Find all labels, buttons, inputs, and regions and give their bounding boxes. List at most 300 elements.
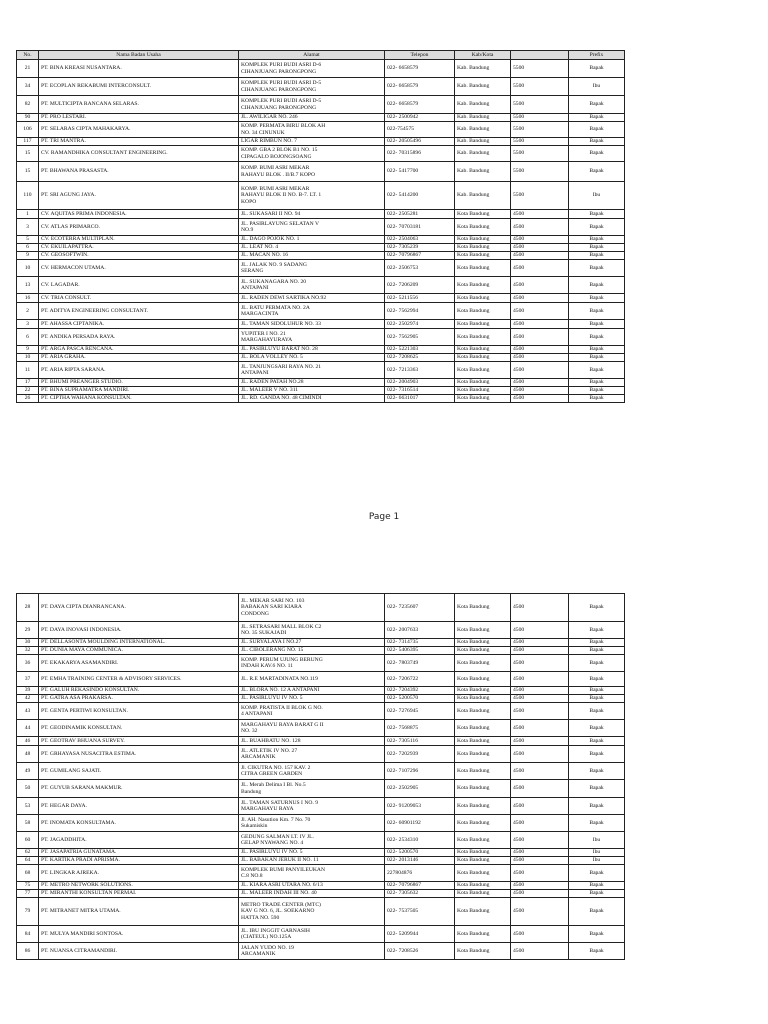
cell-address: LIGAR RIMBUN NO. 7 [239, 138, 385, 146]
cell-code: 4500 [511, 857, 569, 865]
cell-city: Kab. Bandung [455, 138, 511, 146]
cell-phone: 022- 2502974 [385, 320, 455, 329]
table-row [17, 146, 625, 162]
cell-city: Kota Bandung [455, 210, 511, 219]
cell-city: Kota Bandung [455, 622, 511, 639]
cell-phone: 022- 91209053 [385, 798, 455, 815]
cell-address: KOMP. PERMATA BIRU BLOK AH NO. 34 CINUNUK [239, 122, 385, 138]
cell-code: 4500 [511, 379, 569, 387]
cell-name: CV. HERMACON UTAMA. [39, 260, 239, 277]
cell-city: Kota Bandung [455, 815, 511, 832]
cell-address: KOMP. PRATISTA II BLOK G NO. 4 ANTAPANI [239, 703, 385, 720]
table-row [17, 672, 625, 687]
cell-address: JL. RD. GANDA NO. 48 CIMINDI [239, 395, 385, 403]
cell-prefix: Bapak [569, 277, 625, 294]
cell-no: 32 [17, 647, 39, 655]
cell-address: JL. MALEER V NO. 311 [239, 387, 385, 395]
cell-prefix: Bapak [569, 594, 625, 622]
cell-code: 4500 [511, 236, 569, 244]
cell-name: PT. ANDIKA PERSADA RAYA. [39, 329, 239, 346]
cell-phone: 022- 5414200 [385, 182, 455, 210]
cell-no: 60 [17, 832, 39, 849]
table-row [17, 354, 625, 362]
cell-no: 36 [17, 655, 39, 672]
cell-city: Kota Bandung [455, 798, 511, 815]
cell-city: Kab. Bandung [455, 60, 511, 78]
cell-no: 77 [17, 890, 39, 898]
table-row [17, 647, 625, 655]
cell-city: Kota Bandung [455, 695, 511, 703]
cell-name: PT. JASAPATRIA GUNATAMA. [39, 849, 239, 857]
cell-phone: 022- 2534310 [385, 832, 455, 849]
table-row [17, 346, 625, 354]
cell-name: PT. GATRA ASA PRAKARSA. [39, 695, 239, 703]
cell-code: 5500 [511, 78, 569, 96]
cell-city: Kota Bandung [455, 277, 511, 294]
header-phone: Telepon [385, 51, 455, 60]
cell-no: 64 [17, 857, 39, 865]
cell-city: Kota Bandung [455, 362, 511, 379]
cell-no: 22 [17, 387, 39, 395]
cell-code: 4500 [511, 763, 569, 780]
cell-code: 4500 [511, 594, 569, 622]
cell-name: CV. LAGADAR. [39, 277, 239, 294]
table-row [17, 162, 625, 182]
cell-code: 4500 [511, 890, 569, 898]
cell-name: PT. MULTICIPTA RANCANA SELARAS. [39, 96, 239, 114]
cell-address: JL. MALEER INDAH III NO. 40 [239, 890, 385, 898]
table-row [17, 639, 625, 647]
cell-address: KOMP. BUMI ASRI MEKAR RAHAYU BLOK II NO. B-7. LT. 1 KOPO [239, 182, 385, 210]
header-address: Alamat [239, 51, 385, 60]
cell-prefix: Bapak [569, 354, 625, 362]
cell-name: PT. ARGA PASCA RENCANA. [39, 346, 239, 354]
cell-address: JL. BATU PERMATA NO. 2A MARGACINTA [239, 303, 385, 320]
cell-prefix: Bapak [569, 320, 625, 329]
cell-code: 5500 [511, 138, 569, 146]
cell-code: 4500 [511, 362, 569, 379]
cell-no: 68 [17, 865, 39, 882]
cell-prefix: Bapak [569, 695, 625, 703]
cell-city: Kota Bandung [455, 260, 511, 277]
cell-code: 5500 [511, 96, 569, 114]
cell-no: 10 [17, 354, 39, 362]
cell-prefix: Bapak [569, 146, 625, 162]
cell-phone: 022- 7206722 [385, 672, 455, 687]
cell-phone: 227804876 [385, 865, 455, 882]
cell-prefix: Bapak [569, 362, 625, 379]
cell-phone: 022- 7276945 [385, 703, 455, 720]
cell-phone: 022- 7208526 [385, 943, 455, 960]
cell-name: PT. ARIA RIPTA SARANA. [39, 362, 239, 379]
cell-name: PT. HEGAR DAYA. [39, 798, 239, 815]
cell-phone: 022- 20505496 [385, 138, 455, 146]
cell-prefix: Bapak [569, 260, 625, 277]
cell-prefix: Bapak [569, 687, 625, 695]
cell-address: KOMPLEK PURI BUDI ASRI D-5 CIHANJUANG PARONGPONG [239, 78, 385, 96]
cell-prefix: Ibu [569, 832, 625, 849]
cell-address: JL. ATLETIK IV NO. 27 ARCAMANIK [239, 746, 385, 763]
table-row [17, 737, 625, 746]
cell-phone: 022- 6658579 [385, 60, 455, 78]
cell-address: KOMPLEK PURI BUDI ASRI D-6 CIHANJUANG PARONGPONG [239, 60, 385, 78]
cell-code: 5500 [511, 162, 569, 182]
cell-city: Kota Bandung [455, 687, 511, 695]
table-row [17, 720, 625, 737]
table-row [17, 890, 625, 898]
cell-name: CV. GEOSOFTWIN. [39, 252, 239, 260]
table-row [17, 687, 625, 695]
cell-name: PT. ADITYA ENGINEERING CONSULTANT. [39, 303, 239, 320]
cell-no: 5 [17, 236, 39, 244]
cell-code: 4500 [511, 943, 569, 960]
cell-city: Kota Bandung [455, 720, 511, 737]
cell-no: 84 [17, 926, 39, 943]
cell-phone: 022- 60901192 [385, 815, 455, 832]
table-row [17, 926, 625, 943]
cell-phone: 022- 5417700 [385, 162, 455, 182]
cell-phone: 022- 2013146 [385, 857, 455, 865]
cell-prefix: Bapak [569, 746, 625, 763]
cell-phone: 022- 5211556 [385, 294, 455, 303]
company-table-page-1 [16, 50, 625, 403]
cell-prefix: Bapak [569, 210, 625, 219]
cell-city: Kota Bandung [455, 354, 511, 362]
table-row [17, 898, 625, 926]
cell-code: 5500 [511, 60, 569, 78]
cell-code: 4500 [511, 780, 569, 798]
table-row [17, 320, 625, 329]
cell-name: PT. CIPTHA WAHANA KONSULTAN. [39, 395, 239, 403]
cell-prefix: Bapak [569, 720, 625, 737]
cell-phone: 022- 7803749 [385, 655, 455, 672]
table-row [17, 260, 625, 277]
cell-code: 4500 [511, 387, 569, 395]
table-row [17, 329, 625, 346]
table-row [17, 832, 625, 849]
cell-name: PT. PRO LESTARI. [39, 114, 239, 122]
cell-no: 9 [17, 346, 39, 354]
cell-code: 4500 [511, 926, 569, 943]
cell-phone: 022- 5406395 [385, 647, 455, 655]
table-row [17, 122, 625, 138]
cell-prefix: Bapak [569, 219, 625, 236]
cell-address: JL. BOLA VOLLEY NO. 5 [239, 354, 385, 362]
cell-phone: 022- 2007633 [385, 622, 455, 639]
cell-address: JL. JALAK NO. 9 SADANG SERANG [239, 260, 385, 277]
cell-phone: 022- 7568875 [385, 720, 455, 737]
table-row [17, 252, 625, 260]
table-row [17, 865, 625, 882]
cell-address: METRO TRADE CENTER (MTC) KAV G NO. 6, JL. SOEKARNO HATTA NO. 590 [239, 898, 385, 926]
cell-address: KOMPLEK BUMI PANYILEUKAN C.8 NO.8 [239, 865, 385, 882]
table-row [17, 695, 625, 703]
cell-phone: 022- 6658579 [385, 78, 455, 96]
cell-address: JL. RADEN DEWI SARTIKA NO.92 [239, 294, 385, 303]
cell-address: JL. SETRASARI MALL BLOK C2 NO. 35 SUKAJADI [239, 622, 385, 639]
cell-prefix: Bapak [569, 672, 625, 687]
cell-no: 34 [17, 78, 39, 96]
cell-no: 42 [17, 695, 39, 703]
cell-code: 5500 [511, 114, 569, 122]
cell-phone: 022- 2502905 [385, 780, 455, 798]
cell-code: 4500 [511, 329, 569, 346]
cell-address: JL. BABAKAN JERUK II NO. 11 [239, 857, 385, 865]
cell-city: Kota Bandung [455, 395, 511, 403]
table-row [17, 294, 625, 303]
cell-city: Kota Bandung [455, 898, 511, 926]
cell-no: 3 [17, 320, 39, 329]
cell-name: PT. JAGADDHITA. [39, 832, 239, 849]
cell-code: 4500 [511, 882, 569, 890]
cell-code: 4500 [511, 244, 569, 252]
cell-phone: 022- 7202939 [385, 746, 455, 763]
cell-no: 3 [17, 219, 39, 236]
table-row [17, 114, 625, 122]
table-header-row [17, 51, 625, 60]
table-row [17, 210, 625, 219]
cell-prefix: Bapak [569, 943, 625, 960]
cell-address: JL. MACAN NO. 16 [239, 252, 385, 260]
cell-prefix: Bapak [569, 890, 625, 898]
cell-phone: 022- 7314735 [385, 639, 455, 647]
cell-code: 4500 [511, 354, 569, 362]
cell-name: PT. AHASSA CIPTANIKA. [39, 320, 239, 329]
cell-phone: 022- 7305632 [385, 890, 455, 898]
header-city: Kab/Kota [455, 51, 511, 60]
table-row [17, 219, 625, 236]
cell-code: 4500 [511, 737, 569, 746]
cell-name: PT. INOMATA KONSULTAMA. [39, 815, 239, 832]
cell-name: PT. ECOPLAN REKABUMI INTERCONSULT. [39, 78, 239, 96]
cell-prefix: Bapak [569, 926, 625, 943]
cell-phone: 022- 6658579 [385, 96, 455, 114]
cell-name: PT. SRI AGUNG JAYA. [39, 182, 239, 210]
table-row [17, 594, 625, 622]
cell-name: PT. ARIA GRAHA. [39, 354, 239, 362]
cell-phone: 022- 7206209 [385, 277, 455, 294]
cell-no: 29 [17, 622, 39, 639]
cell-prefix: Bapak [569, 639, 625, 647]
cell-city: Kota Bandung [455, 294, 511, 303]
cell-address: JL. PASIRLUYU IV NO. 5 [239, 695, 385, 703]
cell-phone: 022- 2004903 [385, 379, 455, 387]
table-row [17, 182, 625, 210]
table-row [17, 943, 625, 960]
cell-phone: 022- 2506753 [385, 260, 455, 277]
table-row [17, 857, 625, 865]
header-name: Nama Badan Usaha [39, 51, 239, 60]
cell-no: 75 [17, 882, 39, 890]
cell-no: 82 [17, 96, 39, 114]
cell-city: Kota Bandung [455, 329, 511, 346]
cell-address: Jl. AH. Nasution Km. 7 No. 70 Sukamiskin [239, 815, 385, 832]
cell-code: 4500 [511, 219, 569, 236]
cell-prefix: Bapak [569, 236, 625, 244]
cell-prefix: Ibu [569, 78, 625, 96]
table-body [17, 594, 625, 960]
cell-phone: 022-754575 [385, 122, 455, 138]
cell-code: 4500 [511, 703, 569, 720]
table-row [17, 236, 625, 244]
table-row [17, 395, 625, 403]
cell-name: CV. AQUITAS PRIMA INDONESIA. [39, 210, 239, 219]
cell-name: PT. GUYUB SARANA MAKMUR. [39, 780, 239, 798]
cell-city: Kab. Bandung [455, 122, 511, 138]
table-row [17, 849, 625, 857]
cell-no: 48 [17, 746, 39, 763]
cell-prefix: Bapak [569, 647, 625, 655]
cell-phone: 022- 70315896 [385, 146, 455, 162]
cell-no: 6 [17, 244, 39, 252]
cell-no: 11 [17, 362, 39, 379]
cell-phone: 022- 7235607 [385, 594, 455, 622]
cell-name: PT. BHAWANA PRASASTA. [39, 162, 239, 182]
cell-name: CV. ECOTERRA MULTIPLAN. [39, 236, 239, 244]
cell-address: JALAN YUDO NO. 19 ARCAMANIK [239, 943, 385, 960]
table-row [17, 303, 625, 320]
cell-no: 13 [17, 277, 39, 294]
cell-city: Kota Bandung [455, 763, 511, 780]
cell-prefix: Bapak [569, 815, 625, 832]
cell-code: 4500 [511, 210, 569, 219]
cell-phone: 022- 2505281 [385, 210, 455, 219]
cell-name: PT. SELARAS CIPTA MAHAKARYA. [39, 122, 239, 138]
cell-no: 10 [17, 260, 39, 277]
cell-code: 4500 [511, 832, 569, 849]
cell-city: Kab. Bandung [455, 114, 511, 122]
cell-name: PT. DAYA INOVASI INDONESIA. [39, 622, 239, 639]
cell-name: PT. BHUMI PREANGER STUDIO. [39, 379, 239, 387]
cell-name: PT. BINA KREASI NUSANTARA. [39, 60, 239, 78]
cell-code: 4500 [511, 395, 569, 403]
cell-address: JL. TAMAN SIDOLUHUR NO. 33 [239, 320, 385, 329]
cell-prefix: Bapak [569, 798, 625, 815]
cell-prefix: Bapak [569, 244, 625, 252]
table-body [17, 60, 625, 403]
cell-name: PT. DELLASONTA MOULDING INTERNATIONAL. [39, 639, 239, 647]
header-prefix: Prefix [569, 51, 625, 60]
cell-code: 4500 [511, 798, 569, 815]
cell-no: 2 [17, 303, 39, 320]
cell-prefix: Bapak [569, 329, 625, 346]
cell-address: KOMP. PERUM UJUNG BERUNG INDAH KAV.6 NO. 11 [239, 655, 385, 672]
cell-prefix: Bapak [569, 703, 625, 720]
cell-phone: 022- 5221303 [385, 346, 455, 354]
cell-phone: 022- 7213363 [385, 362, 455, 379]
cell-code: 4500 [511, 898, 569, 926]
cell-address: JL. PASIRLUYU IV NO. 5 [239, 849, 385, 857]
header-code [511, 51, 569, 60]
cell-city: Kota Bandung [455, 882, 511, 890]
cell-code: 4500 [511, 346, 569, 354]
cell-no: 1 [17, 210, 39, 219]
table-row [17, 138, 625, 146]
cell-phone: 022- 7305239 [385, 244, 455, 252]
cell-code: 4500 [511, 252, 569, 260]
cell-city: Kota Bandung [455, 320, 511, 329]
cell-name: PT. MIRANTHI KONSULTAN PERMAI. [39, 890, 239, 898]
cell-prefix: Bapak [569, 882, 625, 890]
table-row [17, 362, 625, 379]
cell-city: Kota Bandung [455, 379, 511, 387]
cell-phone: 022- 70703181 [385, 219, 455, 236]
cell-phone: 022- 7208625 [385, 354, 455, 362]
cell-city: Kota Bandung [455, 236, 511, 244]
cell-code: 4500 [511, 260, 569, 277]
cell-name: PT. TRI MANTRA. [39, 138, 239, 146]
cell-prefix: Bapak [569, 865, 625, 882]
cell-prefix: Bapak [569, 763, 625, 780]
cell-no: 62 [17, 849, 39, 857]
cell-no: 90 [17, 114, 39, 122]
cell-code: 4500 [511, 672, 569, 687]
cell-city: Kota Bandung [455, 857, 511, 865]
cell-city: Kota Bandung [455, 647, 511, 655]
cell-address: JL. CIBOLERANG NO. 15 [239, 647, 385, 655]
cell-phone: 022- 7562994 [385, 303, 455, 320]
header-no: No. [17, 51, 39, 60]
cell-city: Kota Bandung [455, 219, 511, 236]
table-row [17, 387, 625, 395]
cell-no: 79 [17, 898, 39, 926]
cell-code: 4500 [511, 815, 569, 832]
cell-city: Kota Bandung [455, 737, 511, 746]
cell-city: Kota Bandung [455, 244, 511, 252]
cell-prefix: Bapak [569, 138, 625, 146]
cell-name: CV. EKUILAPATTRA. [39, 244, 239, 252]
cell-name: PT. KARTIKA PRADI APRISMA. [39, 857, 239, 865]
cell-city: Kota Bandung [455, 746, 511, 763]
cell-code: 5500 [511, 122, 569, 138]
cell-city: Kota Bandung [455, 346, 511, 354]
cell-phone: 022- 7316514 [385, 387, 455, 395]
cell-name: PT. GENTA PERTIWI KONSULTAN. [39, 703, 239, 720]
company-table-page-2 [16, 593, 625, 960]
cell-code: 5500 [511, 182, 569, 210]
table-row [17, 277, 625, 294]
cell-address: KOMP. BUMI ASRI MEKAR RAHAYU BLOK . II/B.7 KOPO [239, 162, 385, 182]
cell-city: Kota Bandung [455, 780, 511, 798]
table-row [17, 780, 625, 798]
cell-name: PT. MITRANET MITRA UTAMA. [39, 898, 239, 926]
cell-no: 117 [17, 138, 39, 146]
cell-city: Kab. Bandung [455, 96, 511, 114]
cell-city: Kota Bandung [455, 926, 511, 943]
cell-code: 4500 [511, 687, 569, 695]
cell-city: Kota Bandung [455, 832, 511, 849]
cell-code: 5500 [511, 146, 569, 162]
cell-address: JL. Merah Delima I Bl. No.5 Bandung [239, 780, 385, 798]
cell-code: 4500 [511, 303, 569, 320]
cell-phone: 022- 7305116 [385, 737, 455, 746]
cell-address: YUPITER I NO. 21 MARGAHAYURAYA [239, 329, 385, 346]
cell-city: Kota Bandung [455, 639, 511, 647]
cell-phone: 022- 5209944 [385, 926, 455, 943]
cell-phone: 022- 2504063 [385, 236, 455, 244]
cell-address: KOMP. GBA 2 BLOK B1 NO. 15 CIPAGALO BOJONGSOANG [239, 146, 385, 162]
cell-prefix: Bapak [569, 114, 625, 122]
cell-code: 4500 [511, 720, 569, 737]
cell-name: PT. EMHA TRAINING CENTER & ADVISORY SERVICES. [39, 672, 239, 687]
cell-address: JL. MEKAR SARI NO. 103 BABAKAN SARI KIARA CONDONG [239, 594, 385, 622]
cell-no: 58 [17, 815, 39, 832]
cell-no: 106 [17, 122, 39, 138]
cell-no: 110 [17, 182, 39, 210]
table-row [17, 96, 625, 114]
cell-no: 86 [17, 943, 39, 960]
cell-no: 49 [17, 763, 39, 780]
